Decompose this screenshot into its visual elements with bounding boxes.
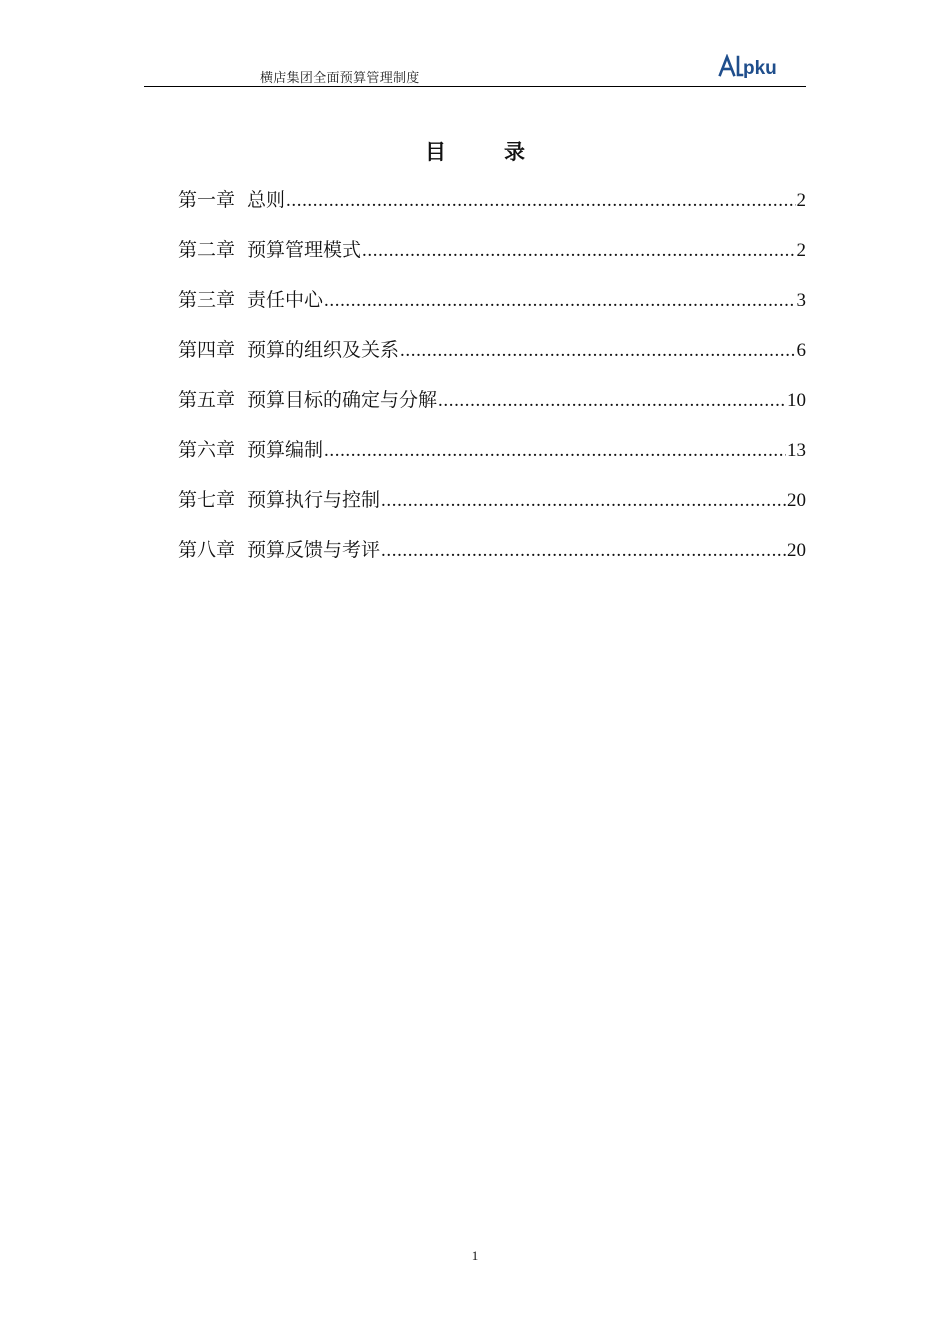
svg-text:pku: pku <box>743 58 777 78</box>
toc-heading: 预算反馈与考评 <box>247 539 381 561</box>
alpku-logo <box>718 54 806 78</box>
dot-leader <box>381 485 786 517</box>
toc-entry-1[interactable] <box>178 184 806 234</box>
toc-heading: 预算执行与控制 <box>247 489 381 511</box>
page-number: 1 <box>471 1248 479 1263</box>
toc-title-char-1: 目 <box>425 139 446 164</box>
toc-entry-7[interactable] <box>178 484 806 534</box>
toc-page-number: 20 <box>787 540 806 561</box>
toc-page-number: 6 <box>796 340 806 361</box>
dot-leader <box>362 235 795 267</box>
toc-chapter: 第一章 <box>178 189 236 211</box>
page-header <box>144 50 806 88</box>
toc-entry-6[interactable] <box>178 434 806 484</box>
toc-title <box>0 136 950 166</box>
toc-title-char-2: 录 <box>504 139 525 164</box>
header-title: 横店集团全面预算管理制度 <box>260 71 420 86</box>
toc-entry-3[interactable] <box>178 284 806 334</box>
toc-chapter: 第二章 <box>178 239 236 261</box>
toc-entry-4[interactable] <box>178 334 806 384</box>
toc-chapter: 第六章 <box>178 439 236 461</box>
toc-entry-8[interactable] <box>178 534 806 584</box>
toc-page-number: 10 <box>787 390 806 411</box>
dot-leader <box>286 185 795 217</box>
toc-chapter: 第七章 <box>178 489 236 511</box>
dot-leader <box>400 335 795 367</box>
dot-leader <box>324 435 786 467</box>
toc-heading: 预算编制 <box>247 439 324 461</box>
header-rule <box>144 86 806 87</box>
toc-page-number: 2 <box>796 190 806 211</box>
toc-heading: 预算目标的确定与分解 <box>247 389 438 411</box>
toc-heading: 预算管理模式 <box>247 239 362 261</box>
dot-leader <box>324 285 795 317</box>
toc-page-number: 2 <box>796 240 806 261</box>
dot-leader <box>381 535 786 567</box>
toc-chapter: 第八章 <box>178 539 236 561</box>
toc-chapter: 第四章 <box>178 339 236 361</box>
toc-page-number: 13 <box>787 440 806 461</box>
toc-page-number: 3 <box>796 290 806 311</box>
toc-heading: 责任中心 <box>247 289 324 311</box>
table-of-contents <box>178 184 806 584</box>
toc-page-number: 20 <box>787 490 806 511</box>
toc-entry-5[interactable] <box>178 384 806 434</box>
toc-entry-2[interactable] <box>178 234 806 284</box>
toc-chapter: 第五章 <box>178 389 236 411</box>
dot-leader <box>438 385 786 417</box>
toc-heading: 总则 <box>247 189 286 211</box>
toc-heading: 预算的组织及关系 <box>247 339 400 361</box>
toc-chapter: 第三章 <box>178 289 236 311</box>
